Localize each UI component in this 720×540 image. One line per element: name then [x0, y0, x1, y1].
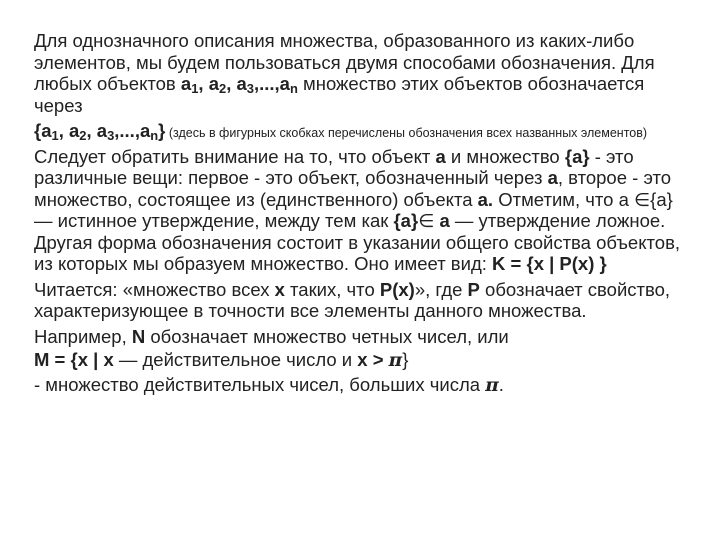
formula-k: K = {x | P(x) } [492, 253, 607, 274]
intro-tail: множество этих объектов обозначается через [34, 73, 645, 116]
formula-m: M = {x | x — действительное число и x > π} [34, 349, 409, 371]
paragraph-conclusion: - множество действительных чисел, больших числа π. [34, 373, 504, 396]
paragraph-intro [34, 30, 694, 116]
paragraph-attention: Следует обратить внимание на то, что объект a и множество {a} - это различные вещи: первое - это объект, обозначенный через a, второе - это множество, состоящее из (единственного) объекта a. Отметим, что a ∈{a} — истинное утверждение, между тем как {a}∈ a — утверждение ложное. Другая форма обозначения состоит в указании общего свойства объектов, из которых мы образуем множество. Оно имеет вид: K = {x | P(x) } [34, 145, 681, 274]
paragraph-example: Например, N обозначает множество четных чисел, или [34, 325, 509, 347]
intro-text: Для однозначного описания множества, образованного из каких-либо элементов, мы будем пользоваться двумя способами обозначения. Для любых объектов [34, 30, 655, 94]
set-note: (здесь в фигурных скобках перечислены обозначения всех названных элементов) [165, 126, 648, 140]
slide-body [34, 30, 694, 400]
symbol-a1: $a_1$, $a_2$, $a_3,...,a_n$ [180, 73, 298, 97]
set-enumeration: {$a_1$, $a_2$, $a_3,...,a_n$} [34, 120, 166, 144]
paragraph-set-notation [34, 120, 694, 142]
pi-symbol: π [388, 350, 403, 371]
paragraph-reading: Читается: «множество всех x таких, что P(x)», где P обозначает свойство, характеризующее в точности все элементы данного множества. [34, 278, 671, 321]
pi-symbol: π [485, 374, 499, 396]
